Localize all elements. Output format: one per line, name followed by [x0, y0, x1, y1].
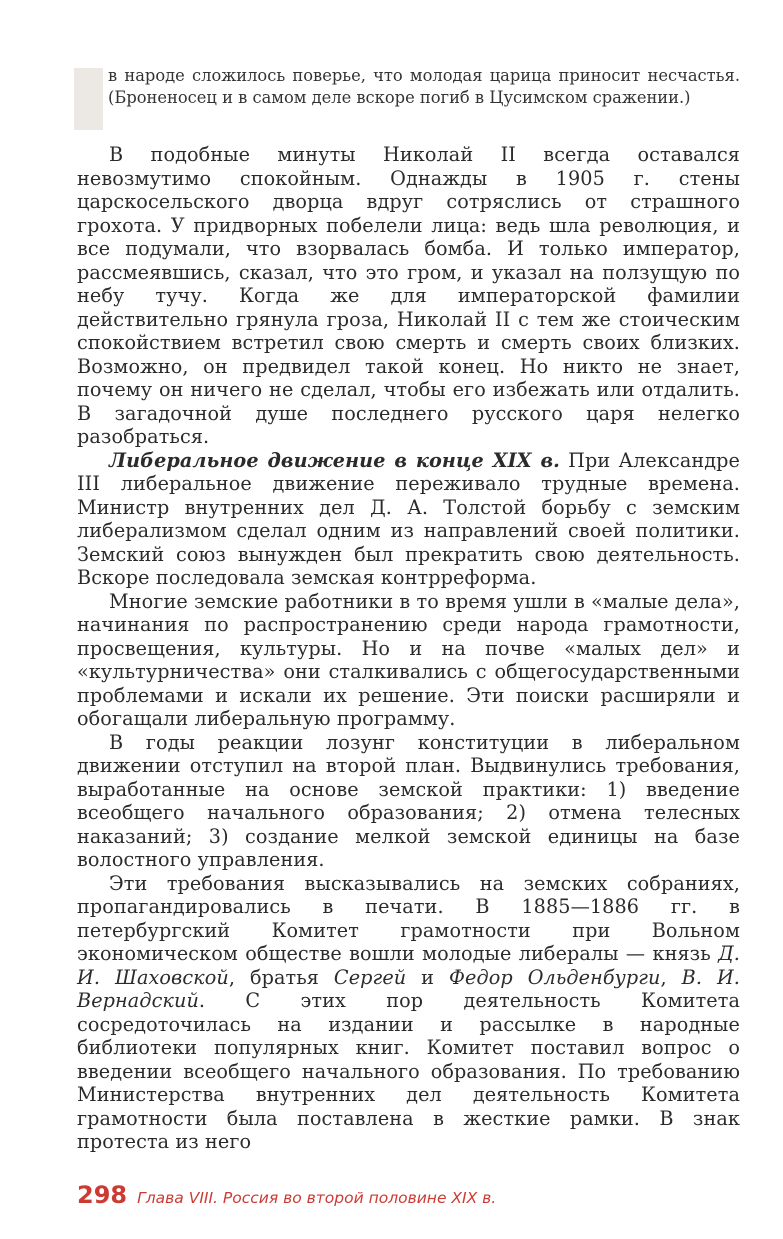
person-name-vernadsky: В. И. Вернадский	[77, 965, 741, 1012]
aside-note: в народе сложилось поверье, что молодая царица приносит несчастья. (Броненосец и в самом деле вскоре погиб в Цусимском сражении.)	[108, 66, 740, 107]
paragraph-5-text-e: . С этих пор деятельность Комитета сосредоточилась на издании и рассылке в народные библиотеки популярных книг. Комитет поставил вопрос о введении всеобщего начального образования. По требованию Министерства внутренних дел деятельность Комитета грамотности была поставлена в жесткие рамки. В знак протеста из него	[77, 989, 740, 1153]
paragraph-5-text-c: и	[406, 965, 449, 989]
paragraph-5-text-a: Эти требования высказывались на земских собраниях, пропагандировались в печати. В 1885—1886 гг. в петербургский Комитет грамотности при Вольном экономическом обществе вошли молодые либералы — князь	[77, 871, 740, 965]
person-name-shakhovskoy: Д. И. Шаховской	[77, 942, 740, 989]
page-number: 298	[77, 1181, 128, 1209]
aside-marker-bar	[74, 68, 103, 130]
section-heading: Либеральное движение в конце XIX в.	[109, 448, 560, 472]
paragraph-5-text-b: , братья	[228, 965, 334, 989]
main-text	[77, 143, 740, 1154]
paragraph-5	[77, 872, 740, 1154]
paragraph-2	[77, 449, 740, 590]
page-footer	[77, 1181, 496, 1215]
paragraph-5-text-d: ,	[660, 965, 682, 989]
paragraph-4: В годы реакции лозунг конституции в либеральном движении отступил на второй план. Выдвинулись требования, выработанные на основе земской практики: 1) введение всеобщего начального образования; 2) отмена телесных наказаний; 3) создание мелкой земской единицы на базе волостного управления.	[77, 730, 740, 871]
person-name-oldenburg: Федор Ольденбурги	[449, 965, 661, 989]
paragraph-2-text: При Александре III либеральное движение переживало трудные времена. Министр внутренних дел Д. А. Толстой борьбу с земским либерализмом сделал одним из направлений своей политики. Земский союз вынужден был прекратить свою деятельность. Вскоре последовала земская контрреформа.	[77, 448, 741, 589]
paragraph-1: В подобные минуты Николай II всегда оставался невозмутимо спокойным. Однажды в 1905 г. стены царскосельского дворца вдруг сотряслись от страшного грохота. У придворных побелели лица: ведь шла революция, и все подумали, что взорвалась бомба. И только император, рассмеявшись, сказал, что это гром, и указал на ползущую по небу тучу. Когда же для императорской фамилии действительно грянула гроза, Николай II с тем же стоическим спокойствием встретил свою смерть и смерть своих близких. Возможно, он предвидел такой конец. Но никто не знает, почему он ничего не сделал, чтобы его избежать или отдалить. В загадочной душе последнего русского царя нелегко разобраться.	[77, 143, 740, 448]
person-name-sergey: Сергей	[333, 965, 407, 989]
running-chapter-title: Глава VIII. Россия во второй половине XIX в.	[137, 1189, 497, 1207]
paragraph-3: Многие земские работники в то время ушли в «малые дела», начинания по распространению среди народа грамотности, просвещения, культуры. Но и на почве «малых дел» и «культурничества» они сталкивались с общегосударственными проблемами и искали их решение. Эти поиски расширяли и обогащали либеральную программу.	[77, 589, 741, 730]
